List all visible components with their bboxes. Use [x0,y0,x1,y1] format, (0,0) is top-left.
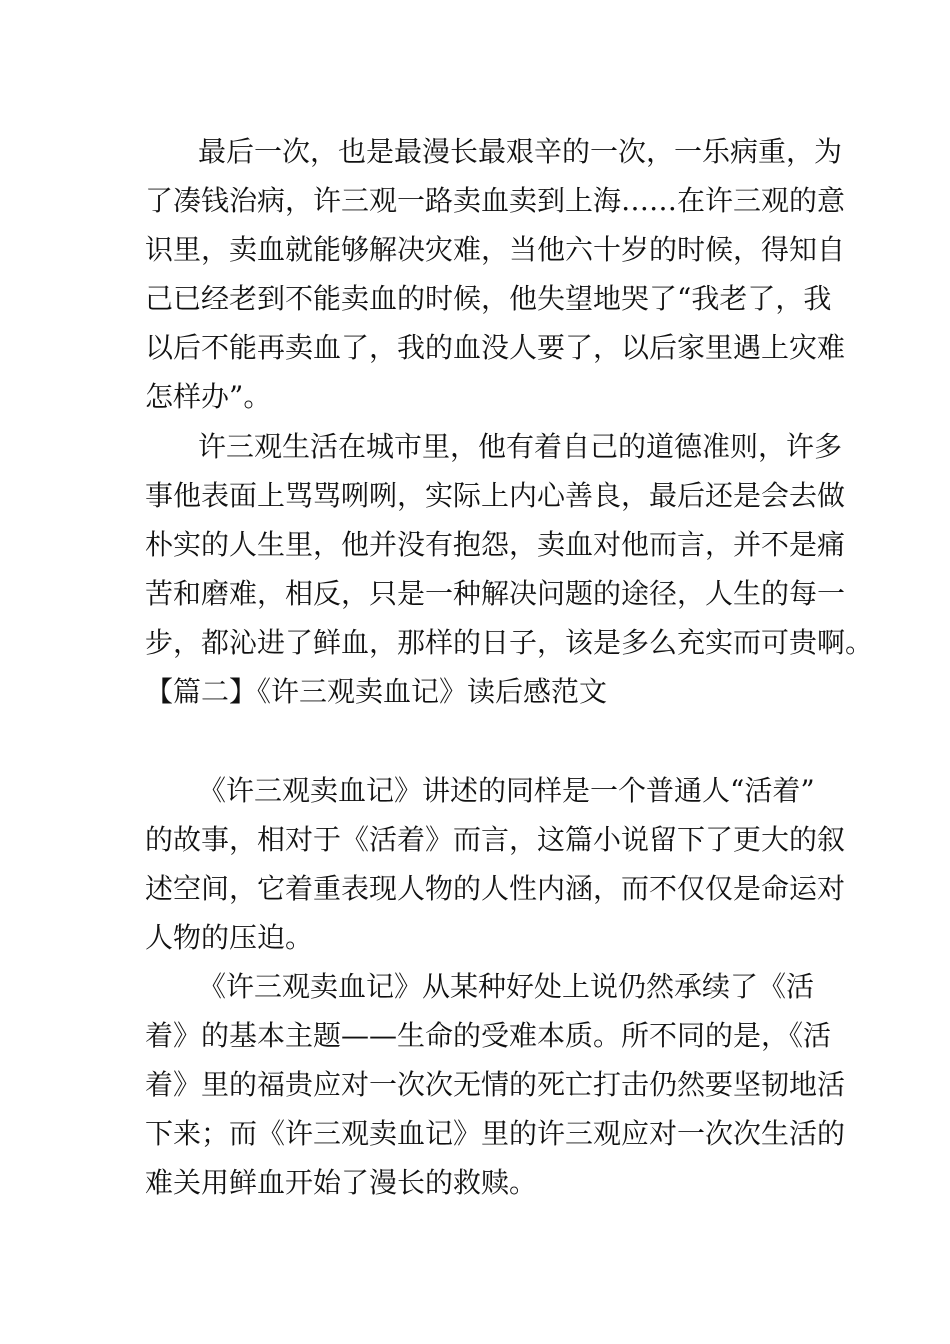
paragraph-line: 步，都沁进了鲜血，那样的日子，该是多么充实而可贵啊。 [145,626,874,659]
paragraph-line: 最后一次，也是最漫长最艰辛的一次，一乐病重，为 [198,135,843,168]
paragraph-line: 苦和磨难，相反，只是一种解决问题的途径，人生的每一 [145,577,846,610]
paragraph-line: 《许三观卖血记》讲述的同样是一个普通人“活着” [198,774,815,807]
paragraph-line: 许三观生活在城市里，他有着自己的道德准则，许多 [198,430,843,463]
paragraph-line: 朴实的人生里，他并没有抱怨，卖血对他而言，并不是痛 [145,528,846,561]
paragraph-line: 怎样办”。 [145,380,272,413]
paragraph-line: 的故事，相对于《活着》而言，这篇小说留下了更大的叙 [145,823,846,856]
paragraph-line: 己已经老到不能卖血的时候，他失望地哭了“我老了，我 [145,282,832,315]
paragraph-line: 了凑钱治病，许三观一路卖血卖到上海……在许三观的意 [145,184,846,217]
paragraph-line: 下来；而《许三观卖血记》里的许三观应对一次次生活的 [145,1117,846,1150]
paragraph-line: 着》里的福贵应对一次次无情的死亡打击仍然要坚韧地活 [145,1068,846,1101]
paragraph-line: 难关用鲜血开始了漫长的救赎。 [145,1166,538,1199]
paragraph-line: 以后不能再卖血了，我的血没人要了，以后家里遇上灾难 [145,331,846,364]
paragraph-line: 事他表面上骂骂咧咧，实际上内心善良，最后还是会去做 [145,479,846,512]
paragraph-line: 述空间，它着重表现人物的人性内涵，而不仅仅是命运对 [145,872,846,905]
paragraph-line: 着》的基本主题——生命的受难本质。所不同的是，《活 [145,1019,832,1052]
paragraph-line: 识里，卖血就能够解决灾难，当他六十岁的时候，得知自 [145,233,846,266]
paragraph-line: 人物的压迫。 [145,921,314,954]
paragraph-line: 《许三观卖血记》从某种好处上说仍然承续了《活 [198,970,815,1003]
section-heading: 【篇二】《许三观卖血记》读后感范文 [145,675,608,708]
